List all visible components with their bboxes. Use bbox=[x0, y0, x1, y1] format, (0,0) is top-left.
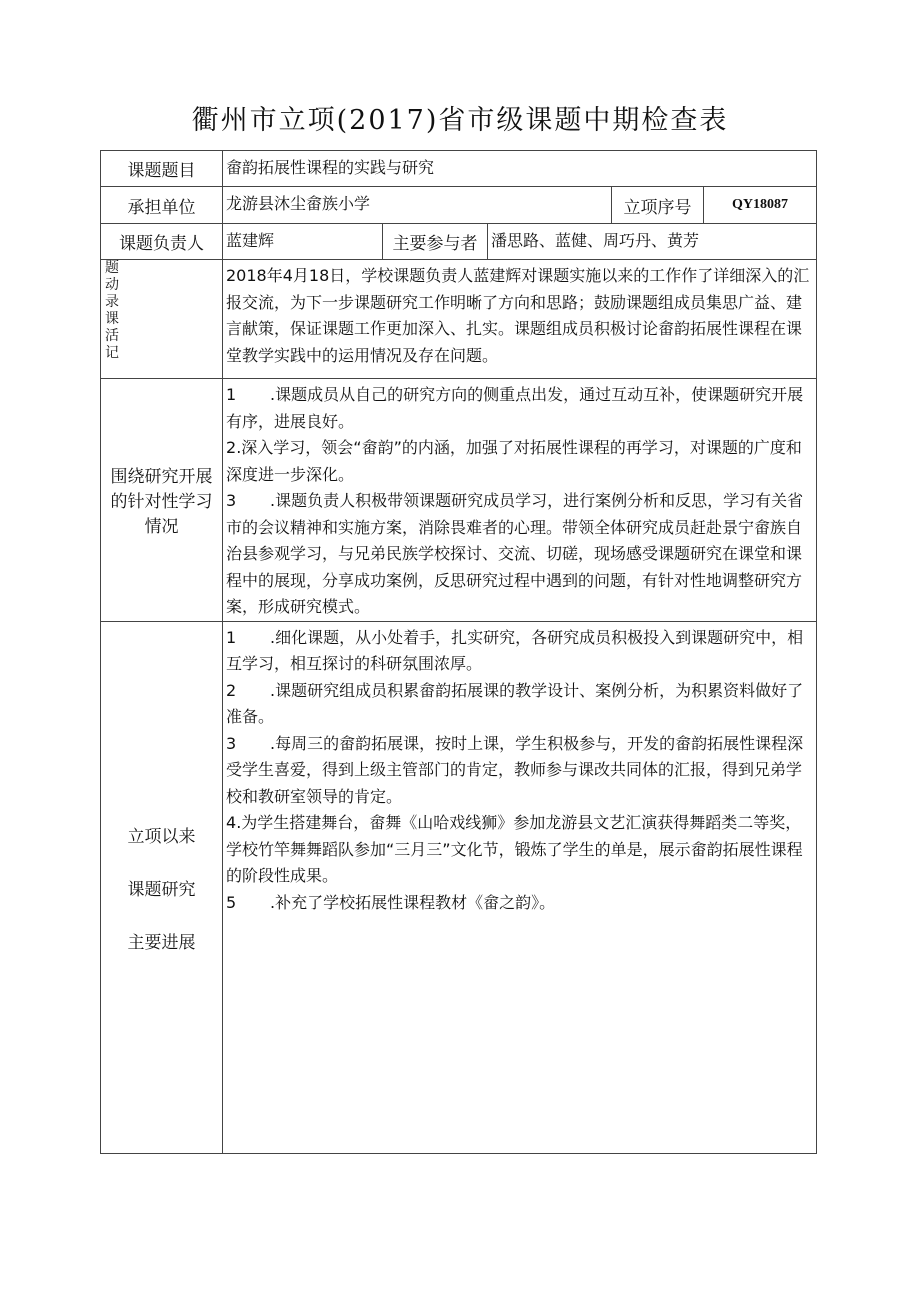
participants-label: 主要参与者 bbox=[383, 224, 488, 260]
progress-content bbox=[223, 621, 817, 1153]
participants-value: 潘思路、蓝健、周巧丹、黄芳 bbox=[488, 224, 817, 260]
item-text: .为学生搭建舞台，畲舞《山哈戏线狮》参加龙游县文艺汇演获得舞蹈类二等奖，学校竹竿舞舞蹈队参加“三月三”文化节，锻炼了学生的单是，展示畲韵拓展性课程的阶段性成果。 bbox=[226, 813, 803, 885]
unit-row bbox=[101, 187, 817, 224]
list-item bbox=[226, 678, 812, 731]
item-number: 4 bbox=[226, 813, 237, 832]
progress-label-line: 主要进展 bbox=[127, 932, 196, 953]
subject-label: 课题题目 bbox=[101, 151, 223, 187]
subject-row bbox=[101, 151, 817, 187]
item-number: 3 bbox=[226, 733, 237, 753]
item-number: 2 bbox=[226, 680, 237, 700]
unit-value: 龙游县沐尘畲族小学 bbox=[223, 187, 612, 224]
progress-label-line: 立项以来 bbox=[127, 826, 196, 847]
item-number: 1 bbox=[226, 385, 237, 404]
activity-row bbox=[101, 260, 817, 379]
item-text: .课题负责人积极带领课题研究成员学习，进行案例分析和反思，学习有关省市的会议精神和实施方案，消除畏难者的心理。带领全体研究成员赶赴景宁畲族自治县参观学习，与兄弟民族学校探讨、交流、切磋，现场感受课题研究在课堂和课程中的展现，分享成功案例，反思研究过程中遇到的问题，有针对性地调整研究方案，形成研究模式。 bbox=[226, 491, 804, 616]
serial-label: 立项序号 bbox=[612, 187, 704, 224]
item-number: 5 bbox=[226, 892, 237, 912]
activity-label-char: 动 bbox=[105, 277, 119, 293]
activity-label-char: 记 bbox=[105, 345, 119, 361]
activity-record-label bbox=[101, 260, 223, 379]
inspection-form-table bbox=[100, 150, 817, 1154]
list-item bbox=[226, 625, 812, 678]
item-number: 2 bbox=[226, 438, 237, 457]
item-text: .课题成员从自己的研究方向的侧重点出发，通过互动互补，使课题研究开展有序，进展良好。 bbox=[226, 385, 804, 431]
activity-label-char: 题 bbox=[105, 260, 119, 276]
item-text: .深入学习，领会“畲韵”的内涵，加强了对拓展性课程的再学习，对课题的广度和深度进一步深化。 bbox=[226, 438, 802, 484]
progress-label-line: 课题研究 bbox=[127, 879, 196, 900]
progress-label bbox=[101, 621, 223, 1153]
leader-label: 课题负责人 bbox=[101, 224, 223, 260]
item-text: .每周三的畲韵拓展课，按时上课，学生积极参与，开发的畲韵拓展性课程深受学生喜爱，得到上级主管部门的肯定，教师参与课改共同体的汇报，得到兄弟学校和教研室领导的肯定。 bbox=[226, 733, 804, 806]
list-item bbox=[226, 382, 812, 435]
leader-value: 蓝建辉 bbox=[223, 224, 383, 260]
study-label: 围绕研究开展的针对性学习情况 bbox=[101, 379, 223, 622]
serial-value: QY18087 bbox=[704, 187, 817, 224]
study-content bbox=[223, 379, 817, 622]
unit-label: 承担单位 bbox=[101, 187, 223, 224]
item-number: 3 bbox=[226, 491, 237, 510]
subject-value: 畲韵拓展性课程的实践与研究 bbox=[223, 151, 817, 187]
activity-text: 2018年4月18日，学校课题负责人蓝建辉对课题实施以来的工作作了详细深入的汇报交流，为下一步课题研究工作明晰了方向和思路；鼓励课题组成员集思广益、建言献策，保证课题工作更加深入、扎实。课题组成员积极讨论畲韵拓展性课程在课堂教学实践中的运用情况及存在问题。 bbox=[223, 260, 817, 379]
list-item bbox=[226, 890, 812, 917]
activity-label-char: 录 bbox=[105, 294, 119, 310]
list-item bbox=[226, 810, 812, 890]
item-text: .补充了学校拓展性课程教材《畲之韵》。 bbox=[270, 892, 556, 912]
leader-row bbox=[101, 224, 817, 260]
study-row bbox=[101, 379, 817, 622]
item-number: 1 bbox=[226, 627, 237, 647]
item-text: .细化课题，从小处着手，扎实研究，各研究成员积极投入到课题研究中，相互学习，相互探讨的科研氛围浓厚。 bbox=[226, 627, 804, 673]
list-item bbox=[226, 435, 812, 488]
document-title: 衢州市立项(2017)省市级课题中期检查表 bbox=[191, 105, 729, 136]
progress-row bbox=[101, 621, 817, 1153]
activity-label-char: 课 bbox=[105, 311, 119, 327]
item-text: .课题研究组成员积累畲韵拓展课的教学设计、案例分析，为积累资料做好了准备。 bbox=[226, 680, 804, 726]
list-item bbox=[226, 488, 812, 621]
activity-label-char: 活 bbox=[105, 328, 119, 344]
list-item bbox=[226, 731, 812, 811]
